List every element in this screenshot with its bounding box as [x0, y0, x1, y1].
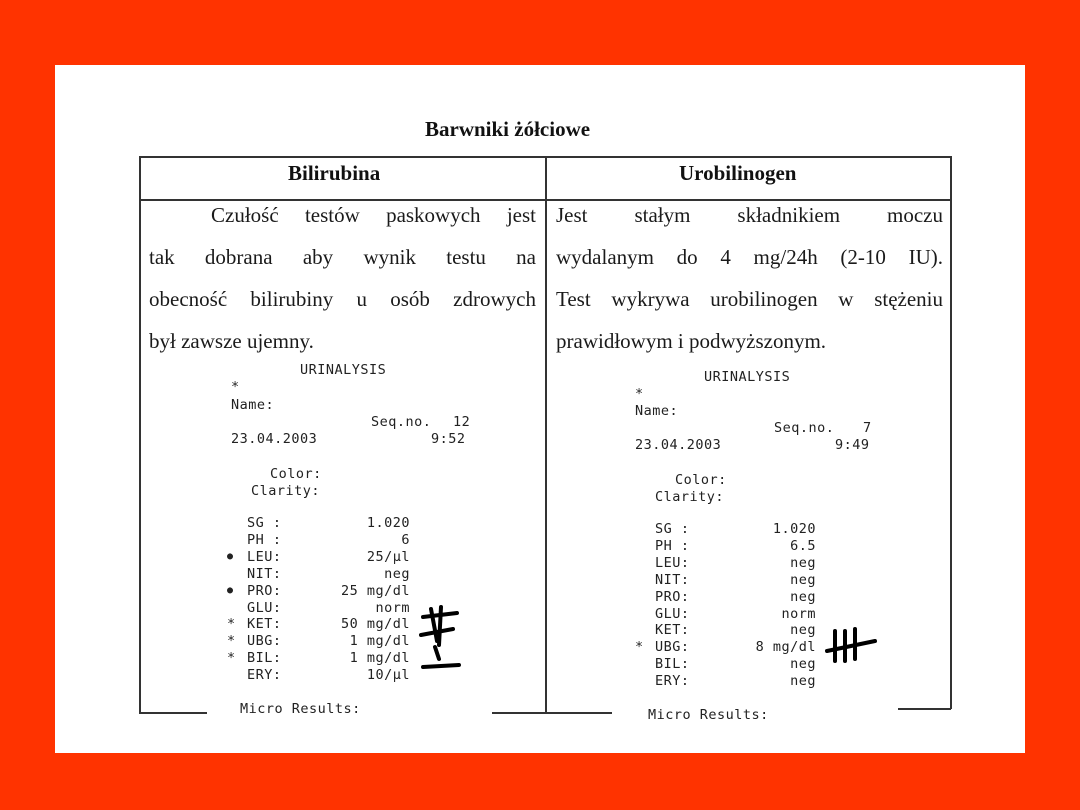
table-bottom-left-segment	[139, 712, 207, 714]
result-label: PH :	[655, 537, 690, 554]
printout-asterisk: *	[231, 379, 240, 395]
result-label: ERY:	[655, 673, 690, 690]
result-label: UBG:	[247, 633, 282, 650]
result-value: norm	[375, 599, 410, 616]
result-label: ERY:	[247, 667, 282, 684]
clarity-label: Clarity:	[251, 483, 321, 499]
result-value: neg	[790, 571, 816, 588]
result-row-glu	[227, 600, 410, 617]
table-center-divider	[545, 156, 547, 713]
paragraph-line: Test wykrywa urobilinogen w stężeniu	[556, 287, 943, 311]
result-value: norm	[781, 605, 816, 622]
seq-label: Seq.no.	[371, 414, 432, 430]
result-value: neg	[790, 588, 816, 605]
result-row-ph	[227, 532, 410, 549]
result-row-nit	[635, 572, 816, 589]
paragraph-line: tak dobrana aby wynik testu na	[149, 245, 536, 269]
column-header-urobilinogen: Urobilinogen	[679, 161, 797, 185]
printout-title: URINALYSIS	[704, 369, 791, 385]
result-value: 1.020	[366, 515, 410, 531]
result-label: LEU:	[247, 548, 282, 565]
handwritten-tally-mark-2	[825, 627, 880, 667]
result-row-ket	[227, 616, 410, 633]
result-row-glu	[635, 606, 816, 623]
column-header-bilirubina: Bilirubina	[288, 161, 381, 185]
clarity-label: Clarity:	[655, 489, 725, 505]
result-row-bil	[635, 656, 816, 673]
micro-results-label: Micro Results:	[648, 707, 769, 723]
result-row-ph	[635, 538, 816, 555]
time-value: 9:49	[835, 437, 870, 453]
result-value: 25/µl	[366, 548, 410, 565]
seq-number: 12	[453, 414, 471, 430]
result-value: 10/µl	[366, 667, 410, 684]
color-label: Color:	[675, 472, 727, 488]
name-label: Name:	[231, 397, 275, 413]
paragraph-urobilinogen	[556, 194, 943, 362]
seq-number: 7	[863, 420, 872, 436]
result-label: GLU:	[247, 599, 282, 616]
result-label: PRO:	[655, 588, 690, 605]
page-title: Barwniki żółciowe	[425, 117, 591, 141]
result-flag: ●	[227, 584, 234, 596]
paragraph-line: obecność bilirubiny u osób zdrowych	[149, 287, 536, 311]
table-bottom-right-segment	[898, 708, 951, 710]
result-row-leu	[227, 549, 410, 566]
result-row-ubg	[227, 633, 410, 650]
result-label: SG :	[247, 515, 282, 531]
paragraph-line: prawidłowym i podwyższonym.	[556, 329, 827, 353]
date-value: 23.04.2003	[635, 437, 722, 453]
paragraph-line: był zawsze ujemny.	[149, 329, 314, 353]
result-flag: *	[227, 633, 236, 650]
result-value: neg	[790, 554, 816, 571]
result-row-ket	[635, 622, 816, 639]
result-label: KET:	[655, 622, 690, 639]
paragraph-line: Czułość testów paskowych jest	[211, 203, 536, 227]
result-value: 50 mg/dl	[340, 616, 410, 633]
result-flag: ●	[227, 550, 234, 562]
result-row-ubg	[635, 639, 816, 656]
result-label: KET:	[247, 616, 282, 633]
paragraph-line: Jest stałym składnikiem moczu	[556, 203, 943, 227]
result-label: BIL:	[655, 656, 690, 673]
result-row-ery	[635, 673, 816, 690]
result-row-sg	[227, 515, 410, 532]
name-label: Name:	[635, 403, 679, 419]
result-row-pro	[227, 583, 410, 600]
result-label: LEU:	[655, 554, 690, 571]
seq-label: Seq.no.	[774, 420, 835, 436]
result-label: GLU:	[655, 605, 690, 622]
result-value: neg	[790, 656, 816, 673]
printout-title: URINALYSIS	[300, 362, 387, 378]
result-label: NIT:	[655, 571, 690, 588]
result-flag: *	[635, 639, 644, 656]
scanned-document	[55, 65, 1025, 753]
result-label: NIT:	[247, 565, 282, 582]
result-value: neg	[790, 622, 816, 639]
result-value: 8 mg/dl	[755, 639, 816, 656]
result-value: 1 mg/dl	[349, 633, 410, 650]
result-label: PH :	[247, 531, 282, 548]
result-value: 1 mg/dl	[349, 650, 410, 667]
date-value: 23.04.2003	[231, 431, 318, 447]
result-label: PRO:	[247, 582, 282, 599]
result-value: 1.020	[772, 521, 816, 537]
paragraph-line: wydalanym do 4 mg/24h (2-10 IU).	[556, 245, 943, 269]
printout-asterisk: *	[635, 386, 644, 402]
result-row-bil	[227, 650, 410, 667]
result-row-sg	[635, 521, 816, 538]
time-value: 9:52	[431, 431, 466, 447]
result-flag: *	[227, 616, 236, 633]
handwritten-tally-mark-1	[415, 605, 465, 675]
result-value: 6.5	[790, 537, 816, 554]
result-value: 25 mg/dl	[340, 582, 410, 599]
result-flag: *	[227, 650, 236, 667]
result-value: 6	[401, 531, 410, 548]
table-right-border	[950, 156, 952, 709]
result-label: SG :	[655, 521, 690, 537]
result-value: neg	[384, 565, 410, 582]
result-value: neg	[790, 673, 816, 690]
result-row-pro	[635, 589, 816, 606]
micro-results-label: Micro Results:	[240, 701, 361, 717]
result-label: UBG:	[655, 639, 690, 656]
table-left-border	[139, 156, 141, 713]
result-row-ery	[227, 667, 410, 684]
result-row-nit	[227, 566, 410, 583]
color-label: Color:	[270, 466, 322, 482]
result-row-leu	[635, 555, 816, 572]
result-label: BIL:	[247, 650, 282, 667]
paragraph-bilirubina	[149, 194, 536, 362]
table-bottom-mid-segment	[492, 712, 612, 714]
